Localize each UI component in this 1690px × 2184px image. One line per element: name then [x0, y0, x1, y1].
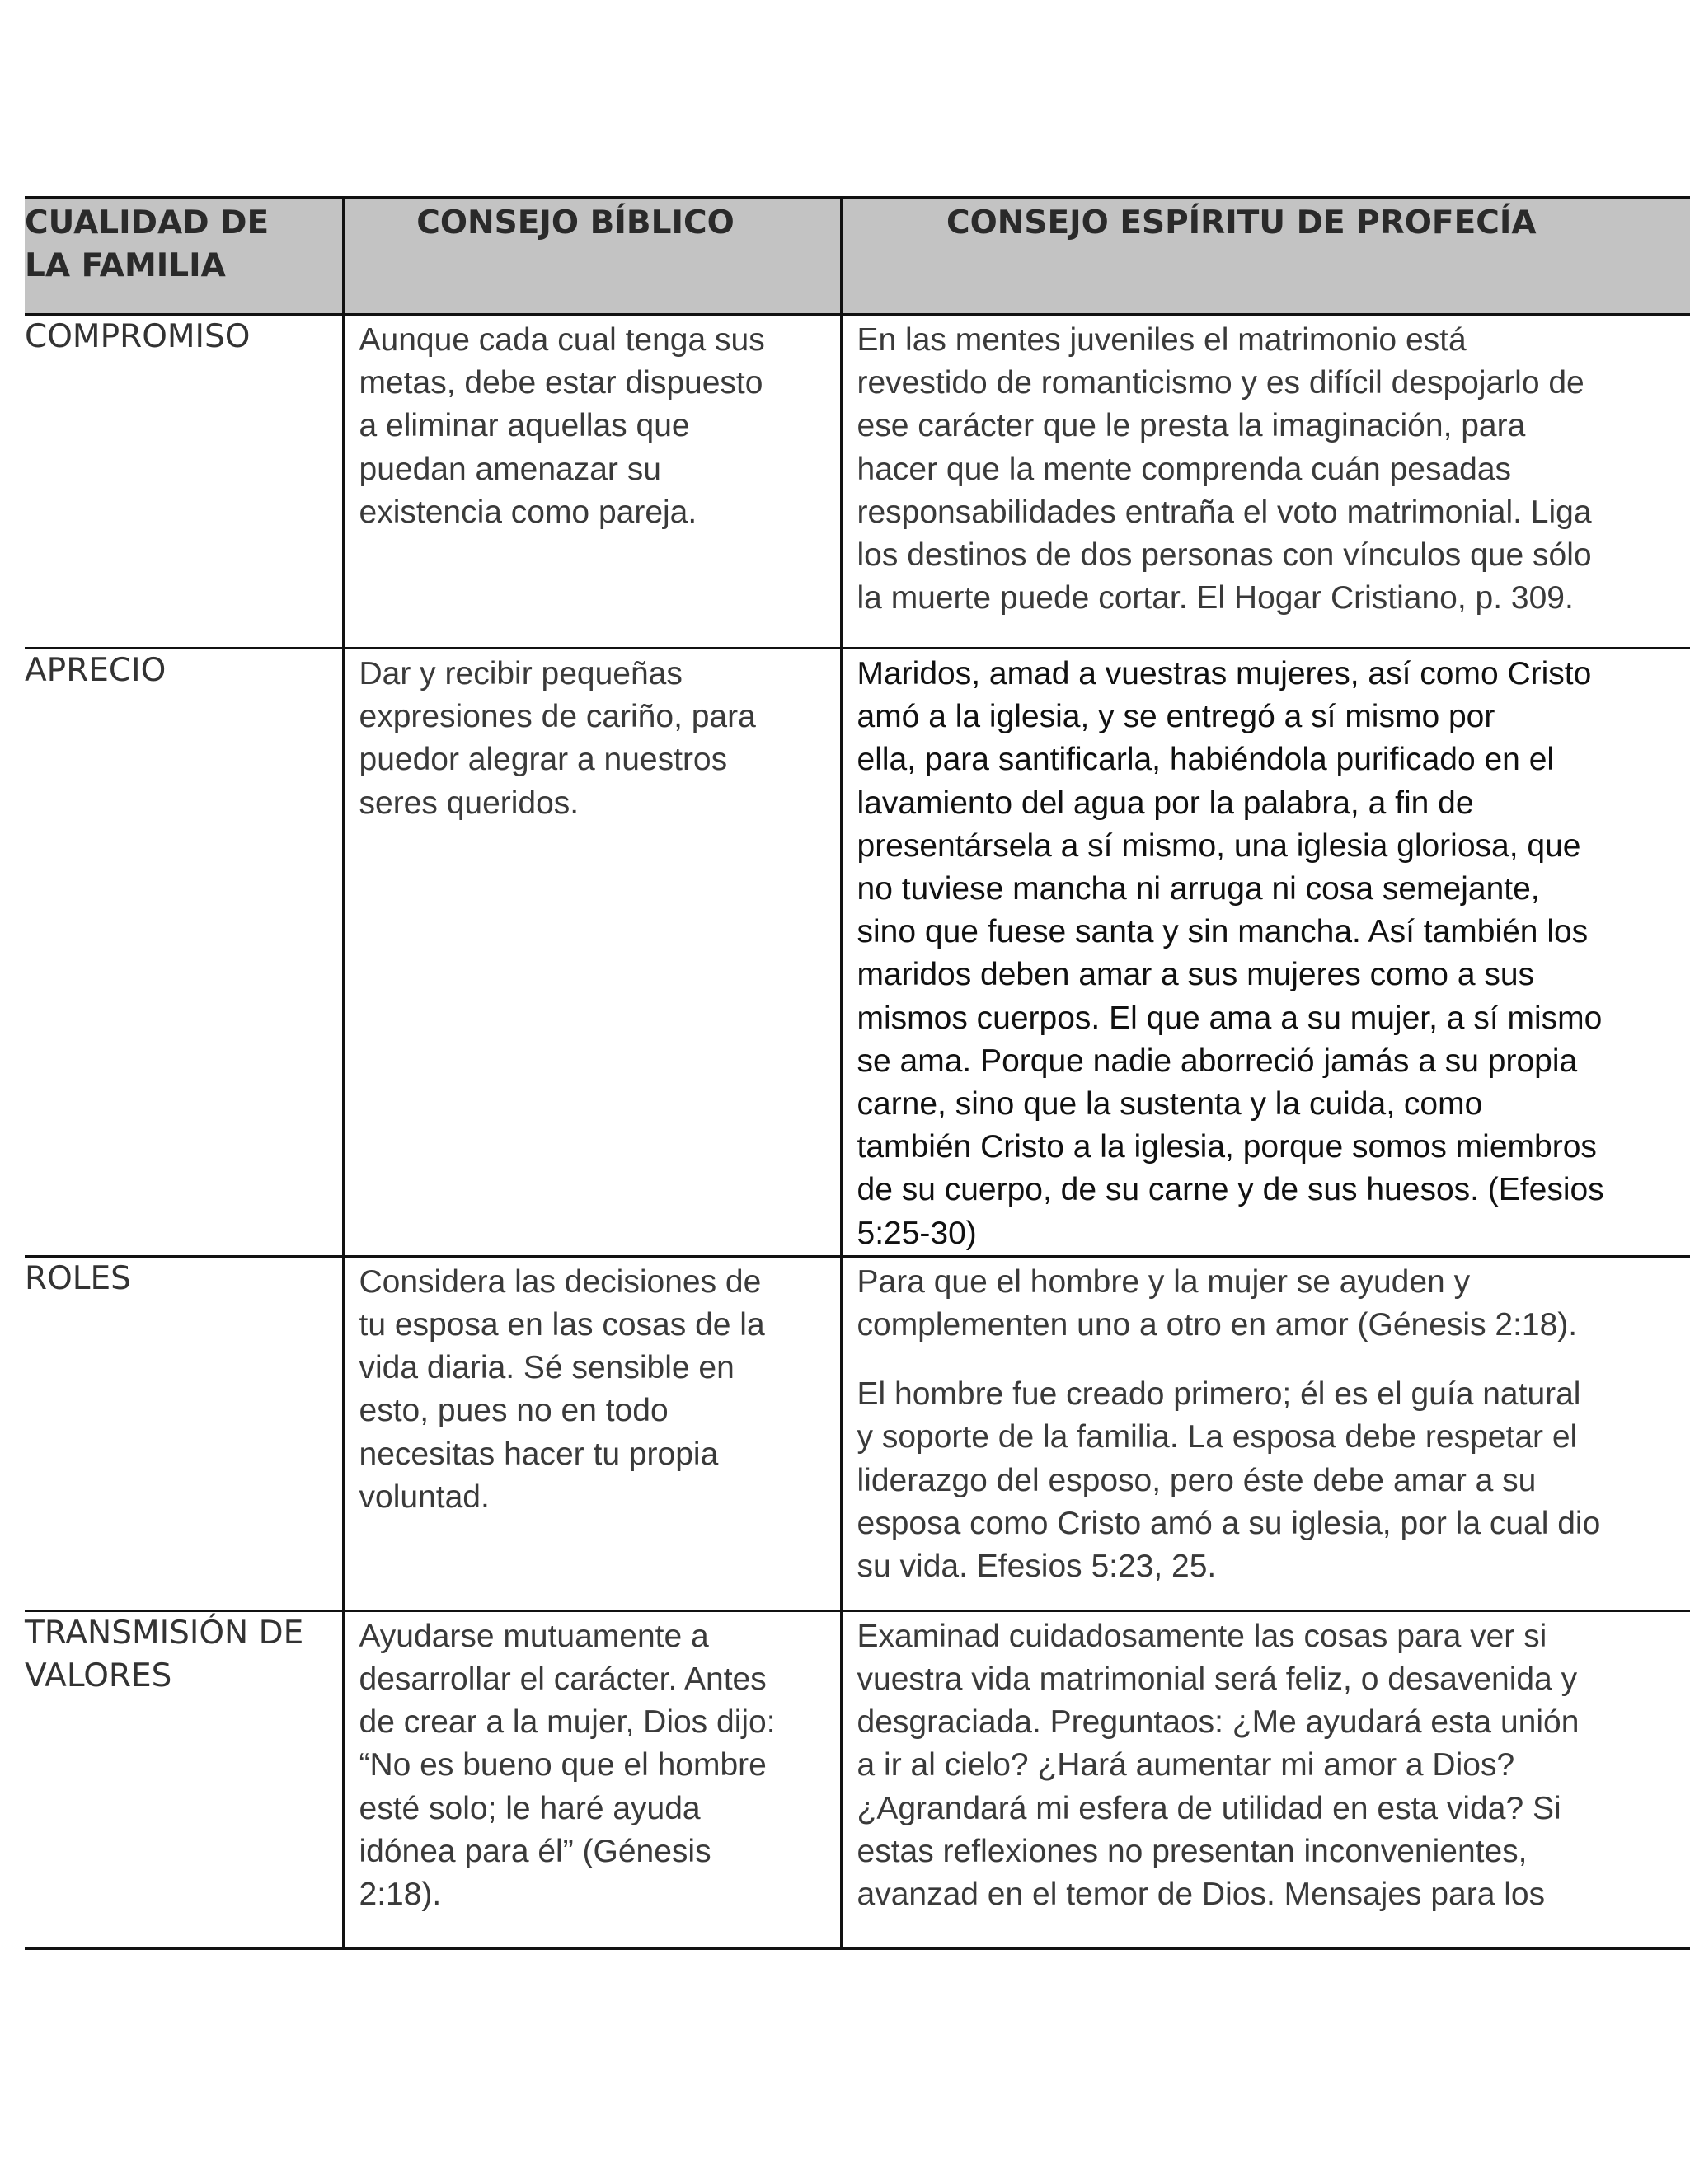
cell-text: COMPROMISO [25, 318, 251, 355]
cell-text: idónea para él” (Génesis [359, 1833, 711, 1869]
cell-text: revestido de romanticismo y es difícil despojarlo de [857, 365, 1584, 401]
cell-text: estas reflexiones no presentan inconvenientes, [857, 1833, 1528, 1869]
cell-text: y soporte de la familia. La esposa debe respetar el [857, 1419, 1578, 1455]
cell-text: a ir al cielo? ¿Hará aumentar mi amor a Dios? [857, 1747, 1515, 1783]
header-cualidad-line-1: CUALIDAD DE [25, 204, 270, 241]
cell-text: Considera las decisiones de [359, 1263, 762, 1300]
cell-text: ¿Agrandará mi esfera de utilidad en esta vida? Si [857, 1790, 1561, 1826]
cell-text: esté solo; le haré ayuda [359, 1790, 701, 1826]
cell-text: vida diaria. Sé sensible en [359, 1350, 735, 1386]
cell-cualidad [25, 1256, 343, 1610]
cell-text: APRECIO [25, 652, 167, 689]
cell-text: no tuviese mancha ni arruga ni cosa semejante, [857, 871, 1540, 907]
cell-text: seres queridos. [359, 785, 580, 821]
cell-text: puedan amenazar su [359, 451, 661, 487]
cell-text: lavamiento del agua por la palabra, a fin de [857, 785, 1474, 821]
cell-text: vuestra vida matrimonial será feliz, o desavenida y [857, 1661, 1578, 1698]
cell-text: metas, debe estar dispuesto [359, 365, 763, 401]
cell-text: esposa como Cristo amó a su iglesia, por la cual dio [857, 1505, 1601, 1541]
cell-text: 5:25-30) [857, 1215, 977, 1251]
cell-biblico [343, 649, 841, 1257]
cell-text: maridos deben amar a sus mujeres como a sus [857, 957, 1535, 993]
cell-text: Maridos, amad a vuestras mujeres, así como Cristo [857, 656, 1592, 691]
cell-text: Aunque cada cual tenga sus [359, 322, 765, 358]
cell-text: liderazgo del esposo, pero éste debe amar a su [857, 1462, 1537, 1498]
table-header-row [25, 198, 1690, 315]
cell-text: existencia como pareja. [359, 494, 697, 530]
cell-text: a eliminar aquellas que [359, 408, 690, 444]
cell-text: responsabilidades entraña el voto matrimonial. Liga [857, 494, 1592, 530]
cell-text: necesitas hacer tu propia [359, 1436, 719, 1472]
cell-text: ROLES [25, 1259, 131, 1297]
cell-biblico [343, 1610, 841, 1948]
cell-text: Dar y recibir pequeñas [359, 656, 683, 691]
cell-text: la muerte puede cortar. El Hogar Cristiano, p. 309. [857, 580, 1574, 616]
cell-biblico [343, 315, 841, 649]
family-qualities-table [25, 196, 1690, 1950]
table-row [25, 1256, 1690, 1610]
cell-cualidad [25, 1610, 343, 1948]
header-cualidad-line-2: LA FAMILIA [25, 247, 226, 284]
cell-text: esto, pues no en todo [359, 1393, 669, 1429]
cell-profecia [841, 649, 1690, 1257]
table-viewport [25, 196, 1649, 1957]
cell-text: de su cuerpo, de su carne y de sus huesos. (Efesios [857, 1172, 1604, 1208]
cell-text: los destinos de dos personas con vínculos que sólo [857, 537, 1592, 574]
cell-cualidad [25, 649, 343, 1257]
cell-text: Examinad cuidadosamente las cosas para ver si [857, 1618, 1547, 1654]
cell-text: Para que el hombre y la mujer se ayuden y [857, 1263, 1471, 1300]
cell-text: TRANSMISIÓN [25, 1614, 249, 1652]
cell-text: “No es bueno que el hombre [359, 1747, 767, 1783]
cell-text: voluntad. [359, 1479, 490, 1515]
cell-text: 2:18). [359, 1877, 442, 1913]
cell-text: presentársela a sí mismo, una iglesia gloriosa, que [857, 827, 1581, 864]
cell-text: mismos cuerpos. El que ama a su mujer, a sí mismo [857, 1000, 1603, 1036]
table-row [25, 649, 1690, 1257]
cell-text: complementen uno a otro en amor (Génesis 2:18). [857, 1307, 1578, 1343]
cell-biblico [343, 1256, 841, 1610]
cell-text: amó a la iglesia, y se entregó a sí mismo por [857, 699, 1495, 735]
table-row [25, 1610, 1690, 1948]
cell-text: puedor alegrar a nuestros [359, 742, 728, 778]
cell-text: DE VALORES [25, 1614, 304, 1694]
header-cualidad [25, 198, 343, 315]
cell-text: desgraciada. Preguntaos: ¿Me ayudará esta unión [857, 1704, 1580, 1741]
cell-cualidad [25, 315, 343, 649]
cell-text: también Cristo a la iglesia, porque somos miembros [857, 1129, 1597, 1165]
cell-text: expresiones de cariño, para [359, 699, 756, 735]
cell-text: Ayudarse mutuamente a [359, 1618, 709, 1654]
cell-text: su vida. Efesios 5:23, 25. [857, 1549, 1217, 1585]
cell-text: ella, para santificarla, habiéndola purificado en el [857, 742, 1555, 778]
cell-profecia [841, 1256, 1690, 1610]
table-row [25, 315, 1690, 649]
cell-text: avanzad en el temor de Dios. Mensajes para los [857, 1877, 1546, 1913]
header-biblico: CONSEJO BÍBLICO [343, 198, 841, 315]
cell-text: carne, sino que la sustenta y la cuida, como [857, 1086, 1483, 1122]
cell-text: se ama. Porque nadie aborreció jamás a su propia [857, 1043, 1578, 1079]
cell-text: desarrollar el carácter. Antes [359, 1661, 767, 1698]
cell-text: hacer que la mente comprenda cuán pesadas [857, 451, 1512, 487]
cell-profecia [841, 315, 1690, 649]
cell-text: En las mentes juveniles el matrimonio está [857, 322, 1467, 358]
cell-profecia [841, 1610, 1690, 1948]
cell-text: ese carácter que le presta la imaginación, para [857, 408, 1526, 444]
cell-text: El hombre fue creado primero; él es el guía natural [857, 1376, 1581, 1413]
cell-text: de crear a la mujer, Dios dijo: [359, 1704, 776, 1741]
cell-text: tu esposa en las cosas de la [359, 1307, 765, 1343]
header-profecia: CONSEJO ESPÍRITU DE PROFECÍA [841, 198, 1690, 315]
cell-text: sino que fuese santa y sin mancha. Así también los [857, 914, 1589, 950]
